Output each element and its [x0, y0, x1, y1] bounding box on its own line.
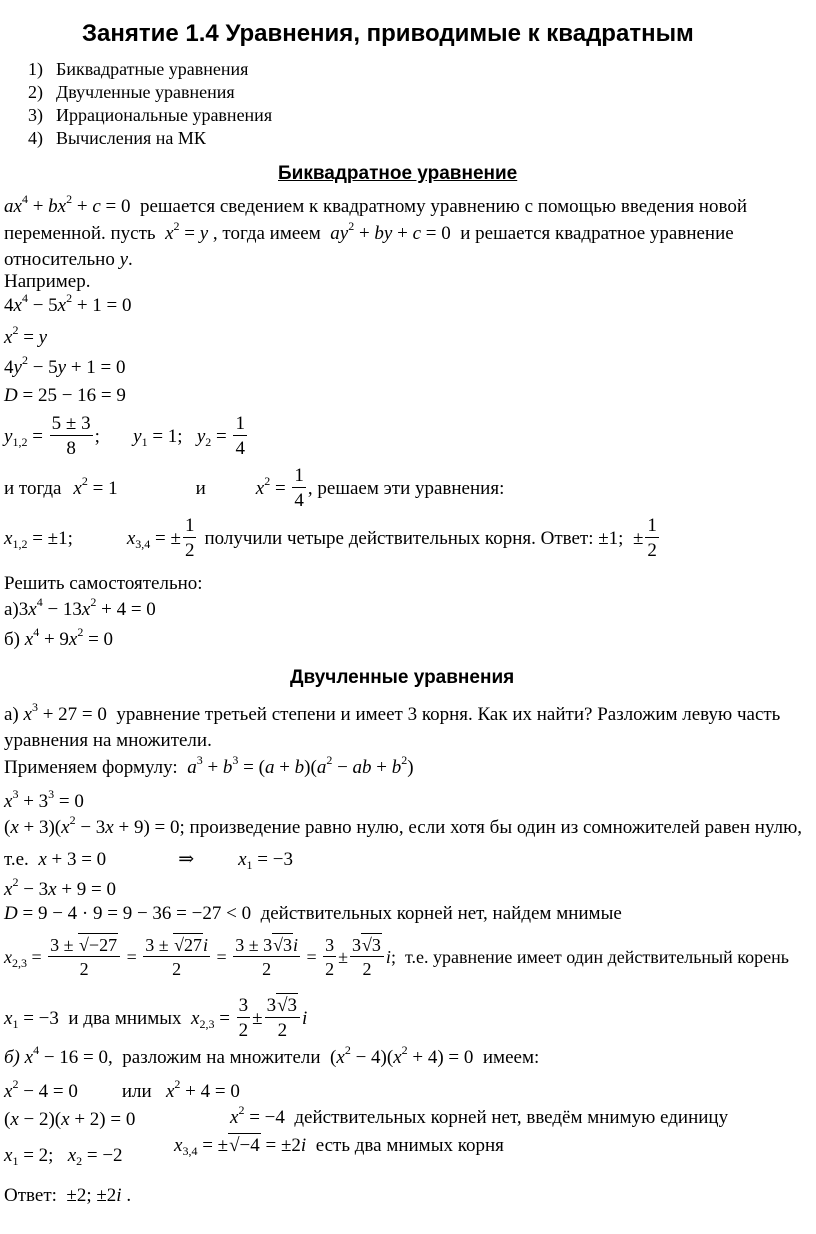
- toc-item: 4) Вычисления на МК: [28, 128, 206, 148]
- toc-list: [28, 58, 272, 150]
- toc-item: 3) Иррациональные уравнения: [28, 105, 273, 125]
- formula-quadratic: $x^2 - 3x + 9 = 0$: [4, 875, 117, 900]
- imag-unit-line: $x^2 = -4$ действительных корней нет, введём мнимую единицу: [230, 1103, 729, 1128]
- binom-a-line-2: уравнения на множители.: [4, 730, 212, 751]
- binom-a-line-1: а) $x^3 + 27 = 0$ уравнение третьей степени и имеет 3 корня. Как их найти? Разложим левую часть: [4, 700, 781, 725]
- formula-sub: $x^2 = y$: [4, 323, 48, 348]
- real-roots-b: $x_1 = 2$; $x_2 = -2$: [4, 1145, 123, 1168]
- formula-line: Применяем формулу: $a^3 + b^3 = (a + b)(a^2$ − ab + $b^2$): [4, 753, 414, 778]
- two-imag-line: $x_1 = -3$ и два мнимых $x_{2,3}$ = $\frac{3}{2}$ ± $\frac{3√3}{2}$ i: [4, 995, 308, 1041]
- formula-eq1: $4x^4 - 5x^2 + 1 = 0$: [4, 291, 132, 316]
- section-heading-biquadratic: Биквадратное уравнение: [278, 163, 518, 184]
- ie-line: т.е. x + 3 = 0 ⇒ $x_1 = -3$: [4, 849, 293, 872]
- binom-b-line: б) $x^4 - 16 = 0$, разложим на множители $(x^2 - 4)(x^2 + 4) = 0$ имеем:: [4, 1043, 540, 1068]
- roots-line: $x_{1,2} = \pm 1$; $x_{3,4}$ = ± $\frac{1}{2}$ получили четыре действительных корня. Ответ: ±1; ± $\frac{1}{2}$: [4, 515, 657, 561]
- formula-eq2: $4y^2 - 5y + 1 = 0$: [4, 353, 126, 378]
- or-line: $x^2 - 4 = 0$ или $x^2 + 4 = 0$: [4, 1077, 240, 1102]
- intro-line-3: относительно y.: [4, 249, 133, 270]
- self-label: Решить самостоятельно:: [4, 573, 203, 594]
- toc-item: 1) Биквадратные уравнения: [28, 59, 249, 79]
- factor-b-line: (x − 2)(x + 2) = 0: [4, 1109, 136, 1130]
- self-task-a: $а)3x^4 - 13x^2 + 4 = 0$: [4, 595, 156, 620]
- formula-roots-y: $y_{1,2}$ = $\frac{5 \pm 3}{8}$ ; $y_1 = 1$; $y_2$ = $\frac{1}{4}$: [4, 413, 245, 459]
- formula-sum-cubes: $x^3 + 3^3 = 0$: [4, 787, 84, 812]
- example-label: Например.: [4, 271, 91, 292]
- final-answer: Ответ: ±2; ±2i .: [4, 1185, 132, 1206]
- formula-discriminant: D = 25 − 16 = 9: [4, 385, 126, 406]
- imag-roots-b: $x_{3,4} = \pm√-4 = \pm 2i$ есть два мнимых корня: [174, 1135, 504, 1158]
- section-heading-binomial: Двучленные уравнения: [290, 667, 515, 688]
- then-line: и тогда $x^2 = 1$ и $x^2$ = $\frac{1}{4}$ , решаем эти уравнения:: [4, 465, 505, 511]
- intro-line-1: $ax^4 + bx^2 + c = 0$ решается сведением к квадратному уравнению с помощью введения новой: [4, 192, 747, 217]
- discriminant-line: D = 9 − 4 · 9 = 9 − 36 = −27 < 0 действительных корней нет, найдем мнимые: [4, 903, 622, 924]
- toc-item: 2) Двучленные уравнения: [28, 82, 235, 102]
- self-task-b: б) $x^4 + 9x^2 = 0$: [4, 625, 114, 650]
- complex-roots-line: $x_{2,3}$ = $\frac{3 \pm √-27}{2}$ = $\frac{3 \pm √27i}{2}$ = $\frac{3 \pm 3√3i}{2}$ = $\frac{3}{2}$ ± $\frac{3√3}{2}$ i; т.е. уравнение имеет один действительный корень: [4, 935, 789, 979]
- intro-line-2: переменной. пусть $x^2 = y$ , тогда имеем $ay^2$ + by + c = 0 и решается квадратное уравнение: [4, 219, 734, 244]
- page-title: Занятие 1.4 Уравнения, приводимые к квадратным: [82, 20, 694, 47]
- factor-line: $(x + 3)(x^2 - 3x + 9) = 0$; произведение равно нулю, если хотя бы один из сомножителей равен нулю,: [4, 813, 803, 838]
